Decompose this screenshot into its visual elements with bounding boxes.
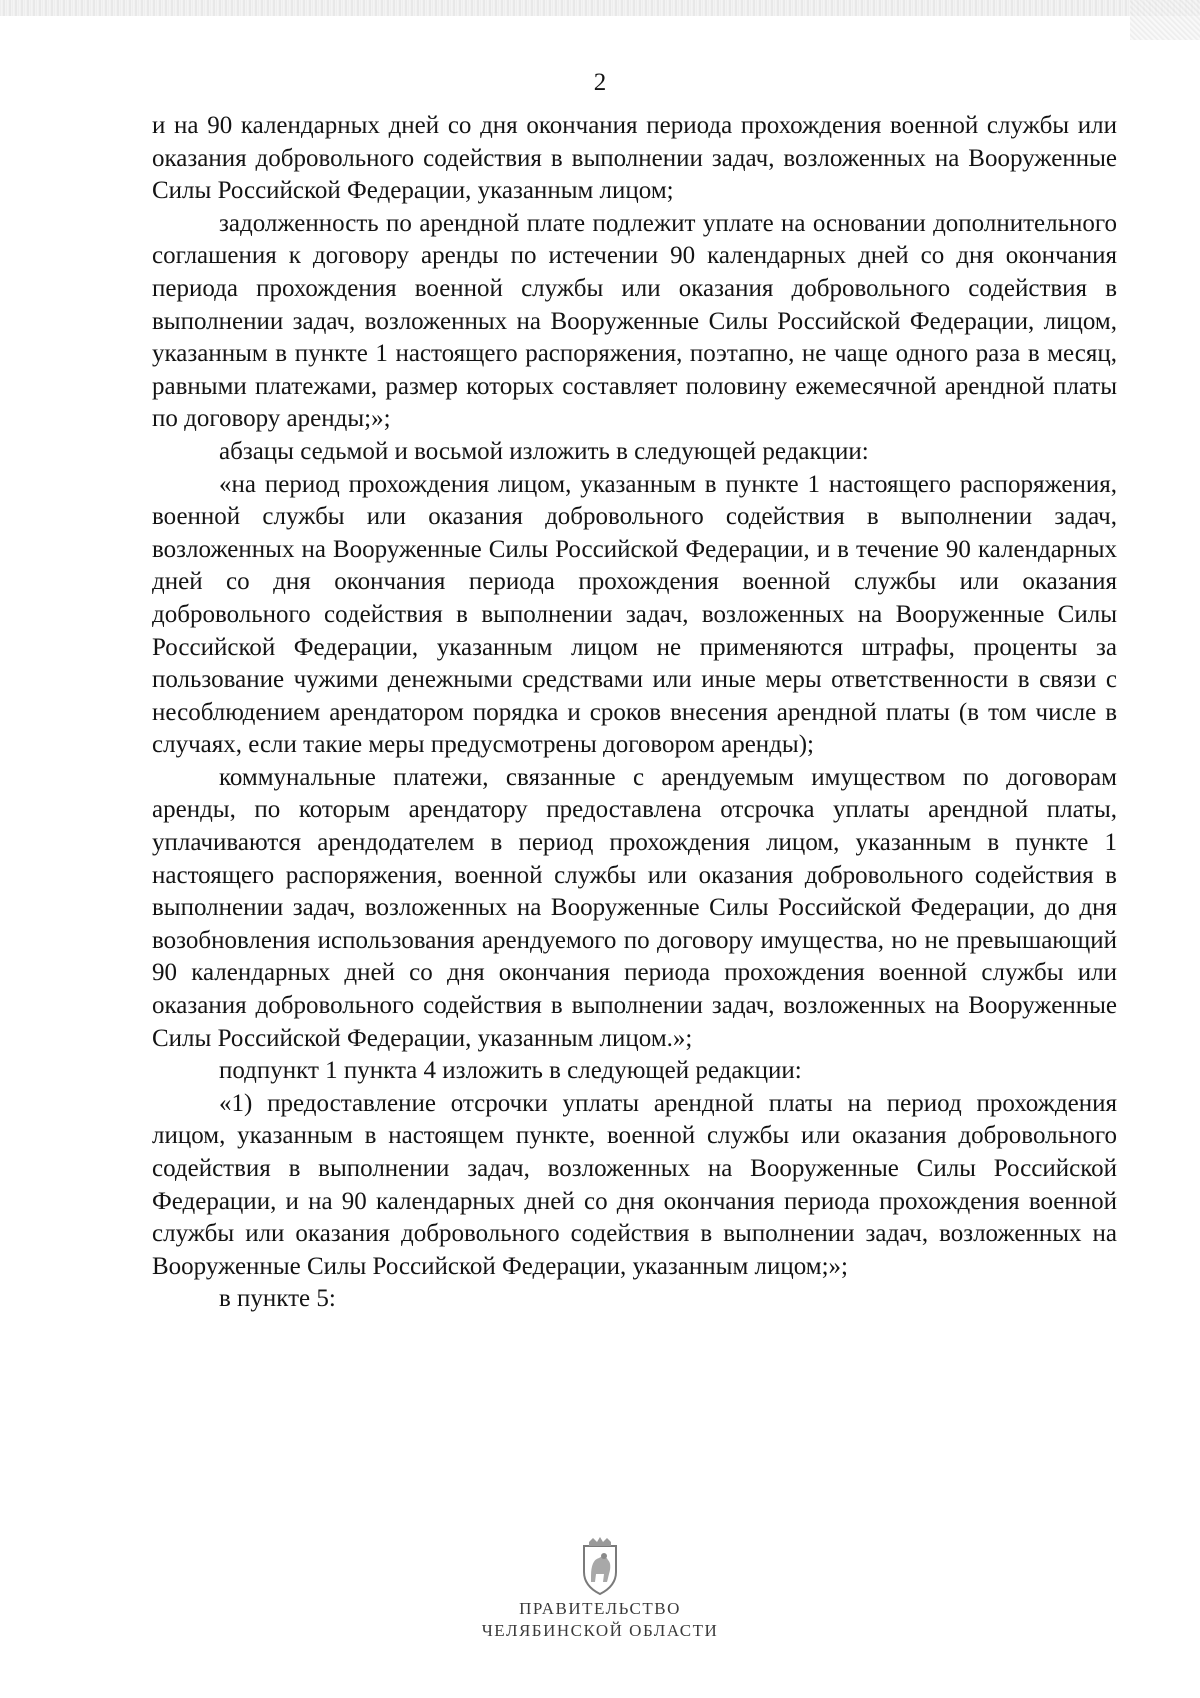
scan-noise-band	[0, 0, 1200, 16]
org-name-line-1: ПРАВИТЕЛЬСТВО	[519, 1599, 681, 1618]
paragraph-subclause-intro: подпункт 1 пункта 4 изложить в следующей редакции:	[219, 1057, 802, 1085]
paragraph-rent-debt: задолженность по арендной плате подлежит уплате на основании дополнительного соглашения к договору аренды по истечении 90 календарных дней со дня окончания периода прохождения военной службы или оказания добровольного содействия в выполнении задач, возложенных на Вооруженные Силы Российской Федерации, лицом, указанным в пункте 1 настоящего распоряжения, поэтапно, не чаще одного раза в месяц, равными платежами, размер которых составляет половину ежемесячной арендной платы по договору аренды;»;	[152, 209, 1117, 433]
government-stamp	[0, 1536, 1200, 1642]
org-name-line-2: ЧЕЛЯБИНСКОЙ ОБЛАСТИ	[481, 1621, 719, 1640]
paragraph-utility-payments: коммунальные платежи, связанные с арендуемым имуществом по договорам аренды, по которым арендатору предоставлена отсрочка уплаты арендной платы, уплачиваются арендодателем в период прохождения лицом, указанным в пункте 1 настоящего распоряжения, военной службы или оказания добровольного содействия в выполнении задач, возложенных на Вооруженные Силы Российской Федерации, до дня возобновления использования арендуемого по договору имущества, но не превышающий 90 календарных дней со дня окончания периода прохождения военной службы или оказания добровольного содействия в выполнении задач, возложенных на Вооруженные Силы Российской Федерации, указанным лицом.»;	[152, 763, 1117, 1052]
paragraph-deferral: «1) предоставление отсрочки уплаты арендной платы на период прохождения лицом, указанным в настоящем пункте, военной службы или оказания добровольного содействия в выполнении задач, возложенных на Вооруженные Силы Российской Федерации, и на 90 календарных дней со дня окончания периода прохождения военной службы или оказания добровольного содействия в выполнении задач, возложенных на Вооруженные Силы Российской Федерации, указанным лицом;»;	[152, 1089, 1117, 1280]
coat-of-arms-icon	[577, 1536, 623, 1598]
paragraph-continuation: и на 90 календарных дней со дня окончания периода прохождения военной службы или оказания добровольного содействия в выполнении задач, возложенных на Вооруженные Силы Российской Федерации, указанным лицом;	[152, 112, 1117, 205]
scan-noise-corner	[1130, 0, 1200, 40]
paragraph-amend-intro: абзацы седьмой и восьмой изложить в следующей редакции:	[219, 437, 869, 465]
document-body	[152, 110, 1117, 1316]
paragraph-clause-5: в пункте 5:	[219, 1285, 336, 1313]
paragraph-penalties: «на период прохождения лицом, указанным в пункте 1 настоящего распоряжения, военной службы или оказания добровольного содействия в выполнении задач, возложенных на Вооруженные Силы Российской Федерации, и в течение 90 календарных дней со дня окончания периода прохождения военной службы или оказания добровольного содействия в выполнении задач, возложенных на Вооруженные Силы Российской Федерации, указанным лицом не применяются штрафы, проценты за пользование чужими денежными средствами или иные меры ответственности в связи с несоблюдением арендатором порядка и сроков внесения арендной платы (в том числе в случаях, если такие меры предусмотрены договором аренды);	[152, 470, 1117, 759]
page-number: 2	[593, 69, 607, 96]
